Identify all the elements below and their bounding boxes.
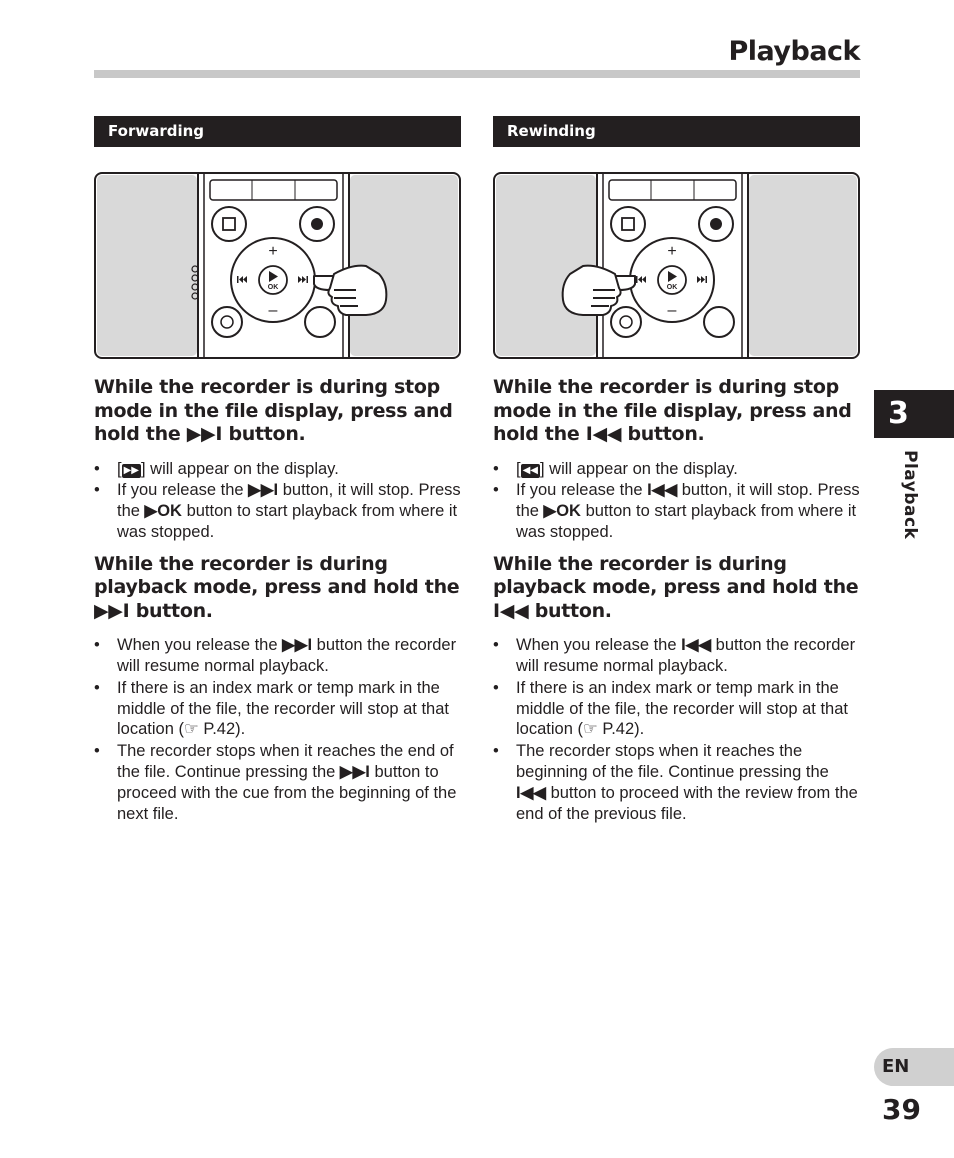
list-item: • If there is an index mark or temp mark in the middle of the file, the recorder will stop at that location (☞ P.42). xyxy=(493,678,863,740)
section-title-forwarding: Forwarding xyxy=(94,116,461,147)
rewind-skip-icon: I◀◀ xyxy=(493,599,529,622)
forward-heading-playback: While the recorder is during playback mode, press and hold the ▶▶I button. xyxy=(94,552,460,622)
rewind-heading-stop: While the recorder is during stop mode in the file display, press and hold the I◀◀ button. xyxy=(493,376,852,445)
forward-skip-icon: ▶▶I xyxy=(339,762,370,781)
list-item: • If you release the ▶▶I button, it will stop. Press the ▶OK button to start playback from where it was stopped. xyxy=(94,480,464,542)
page-number: 39 xyxy=(882,1093,921,1126)
language-badge: EN xyxy=(874,1048,954,1086)
rewind-display-icon: ◀◀ xyxy=(522,464,538,476)
forward-skip-icon: ▶▶I xyxy=(94,599,130,622)
play-ok-icon: ▶OK xyxy=(144,502,182,521)
list-item: • The recorder stops when it reaches the end of the file. Continue pressing the ▶▶I button to proceed with the cue from the beginning of the next file. xyxy=(94,741,464,824)
recorder-forward-illustration xyxy=(94,172,461,360)
forward-heading-stop: While the recorder is during stop mode in the file display, press and hold the ▶▶I button. xyxy=(94,376,453,445)
ok-label: OK xyxy=(267,284,279,291)
ok-label: OK xyxy=(666,284,678,291)
page-title: Playback xyxy=(728,36,860,67)
chapter-side-label: Playback xyxy=(900,450,920,540)
rewinding-column xyxy=(493,376,863,834)
rewind-skip-icon: I◀◀ xyxy=(585,423,622,445)
page-reference: ☞ P.42 xyxy=(183,720,236,739)
minus-label: – xyxy=(268,302,278,319)
rewind-skip-icon: I◀◀ xyxy=(681,636,712,655)
plus-label: + xyxy=(667,243,677,260)
header-rule xyxy=(94,70,860,78)
forward-skip-icon: ▶▶I xyxy=(248,481,279,500)
rewind-skip-icon: I◀◀ xyxy=(647,481,678,500)
list-item: • When you release the I◀◀ button the recorder will resume normal playback. xyxy=(493,635,863,677)
chapter-tab: 3 xyxy=(874,390,954,438)
list-item: • [ ◀◀ ] will appear on the display. xyxy=(493,459,863,480)
forward-skip-icon: ▶▶I xyxy=(282,636,313,655)
list-item: • When you release the ▶▶I button the recorder will resume normal playback. xyxy=(94,635,464,677)
list-item: • [ ▶▶ ] will appear on the display. xyxy=(94,459,464,480)
list-item: • The recorder stops when it reaches the beginning of the file. Continue pressing the I◀◀ button to proceed with the review from the end of the previous file. xyxy=(493,741,863,824)
play-ok-icon: ▶OK xyxy=(543,502,581,521)
minus-label: – xyxy=(667,302,677,319)
list-item: • If you release the I◀◀ button, it will stop. Press the ▶OK button to start playback from where it was stopped. xyxy=(493,480,863,542)
page-reference: ☞ P.42 xyxy=(582,720,635,739)
recorder-rewind-illustration xyxy=(493,172,860,360)
plus-label: + xyxy=(268,243,278,260)
rewind-skip-icon: I◀◀ xyxy=(516,783,546,802)
fast-forward-display-icon: ▶▶ xyxy=(123,464,139,476)
rewind-heading-playback: While the recorder is during playback mode, press and hold the I◀◀ button. xyxy=(493,552,859,622)
section-title-rewinding: Rewinding xyxy=(493,116,860,147)
forwarding-column xyxy=(94,376,464,834)
forward-skip-icon: ▶▶I xyxy=(186,423,223,445)
list-item: • If there is an index mark or temp mark in the middle of the file, the recorder will stop at that location (☞ P.42). xyxy=(94,678,464,740)
